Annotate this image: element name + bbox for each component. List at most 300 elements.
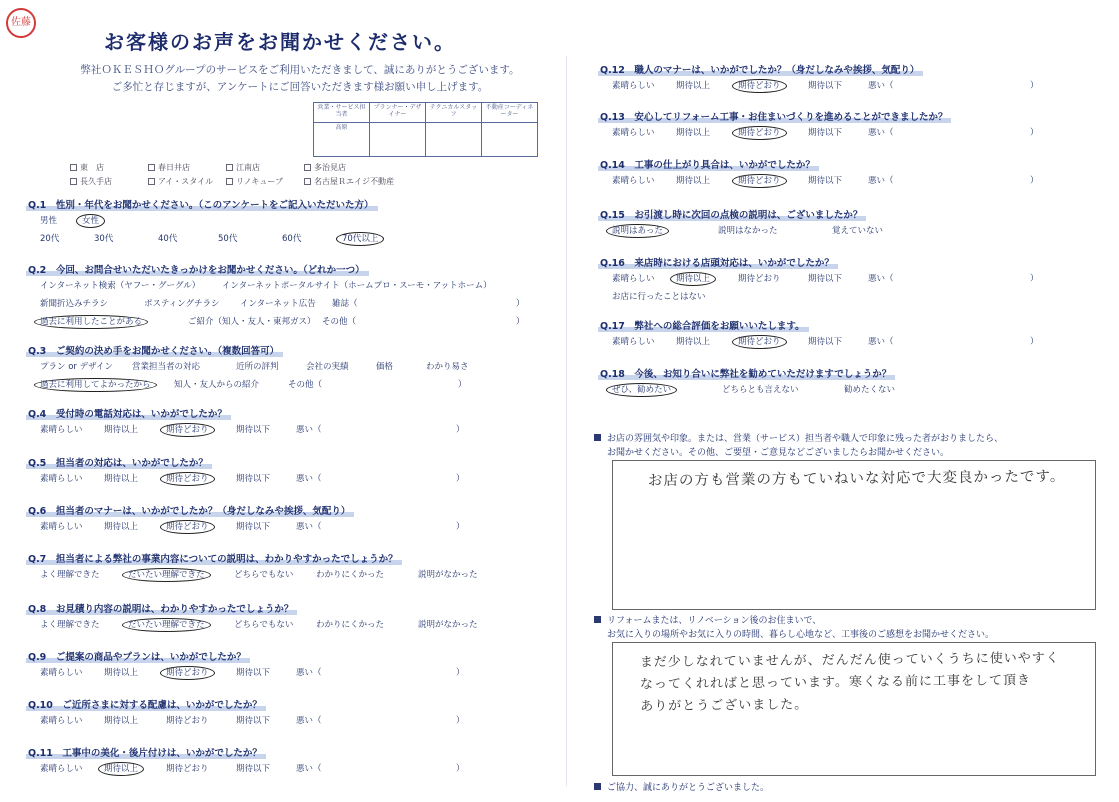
answer-option-label: 悪い（	[868, 337, 894, 347]
question-13	[598, 109, 1119, 141]
answer-option[interactable]	[132, 360, 200, 372]
checkbox-icon[interactable]	[70, 164, 77, 171]
answer-option[interactable]	[808, 272, 842, 284]
store-label: 長久手店	[80, 176, 112, 186]
question-text: 今後、お知り合いに弊社を勧めていただけますでしょうか？	[634, 369, 892, 380]
store-label: 東 店	[80, 162, 104, 172]
answer-option[interactable]	[40, 618, 100, 630]
answer-option[interactable]	[40, 666, 83, 678]
answer-option[interactable]	[234, 618, 293, 630]
answer-option-label: 覚えていない	[832, 226, 884, 236]
store-option[interactable]	[148, 176, 226, 187]
question-number: Q.13	[600, 112, 625, 123]
option-row	[598, 221, 1119, 239]
thanks-message: ご協力、誠にありがとうございました。	[594, 780, 769, 793]
answer-option[interactable]	[738, 79, 781, 91]
answer-option[interactable]	[722, 383, 799, 395]
option-row	[26, 759, 566, 777]
answer-option-label: 期待以下	[808, 274, 843, 284]
answer-option[interactable]	[612, 290, 706, 302]
answer-option[interactable]	[236, 360, 279, 372]
question-text: お見積り内容の説明は、わかりやすかったでしょうか？	[55, 604, 294, 615]
answer-option[interactable]	[676, 272, 710, 284]
question-5	[26, 455, 566, 487]
question-heading	[26, 649, 566, 663]
question-6	[26, 503, 566, 535]
answer-option[interactable]	[418, 618, 478, 630]
answer-option-label: 悪い（	[868, 81, 894, 91]
selected-answer-option-label: 期待どおり	[160, 666, 215, 680]
question-18	[598, 366, 1119, 398]
staff-sales-name[interactable]: 高原	[314, 123, 370, 157]
store-label: 多治見店	[314, 162, 346, 172]
question-number: Q.15	[600, 210, 625, 221]
answer-option[interactable]	[104, 666, 138, 678]
answer-option-label: 期待どおり	[166, 716, 209, 726]
question-number: Q.8	[28, 604, 47, 615]
answer-option-label: 悪い（	[296, 716, 322, 726]
answer-option-label: 期待以上	[104, 522, 139, 532]
checkbox-icon[interactable]	[304, 164, 311, 171]
answer-option[interactable]	[40, 315, 142, 327]
selected-answer-option-label: 女性	[76, 214, 105, 228]
answer-option[interactable]	[612, 126, 655, 138]
option-row	[598, 269, 1119, 287]
answer-option[interactable]	[612, 174, 655, 186]
question-number: Q.3	[28, 346, 47, 357]
answer-option[interactable]	[236, 714, 270, 726]
store-option[interactable]	[304, 176, 424, 187]
close-paren: ）	[458, 380, 467, 390]
store-row	[70, 174, 424, 188]
answer-option-label: 期待以下	[808, 81, 843, 91]
answer-option[interactable]	[40, 232, 59, 244]
question-number: Q.14	[600, 160, 625, 171]
answer-option[interactable]	[236, 762, 270, 774]
close-paren: ）	[456, 522, 465, 532]
answer-option-label: 期待以上	[104, 425, 139, 435]
comment1-question-line: お店の雰囲気や印象。または、営業（サービス）担当者や職人で印象に残った者がおりましたら、	[594, 432, 1003, 446]
question-heading	[26, 262, 566, 276]
question-number: Q.5	[28, 458, 47, 469]
answer-option-label: よく理解できた	[40, 620, 100, 630]
answer-option-label: 素晴らしい	[612, 128, 655, 138]
option-row	[26, 229, 566, 247]
checkbox-icon[interactable]	[148, 178, 155, 185]
answer-option[interactable]	[844, 383, 895, 395]
bullet-square-icon	[594, 434, 601, 441]
staff-header-realestate: 不動産コーディネーター	[482, 103, 538, 123]
selected-answer-option-label: 期待どおり	[160, 423, 215, 437]
answer-option-label: 素晴らしい	[612, 274, 655, 284]
answer-option[interactable]	[40, 714, 83, 726]
answer-option-label: 期待どおり	[738, 274, 781, 284]
question-number: Q.17	[600, 321, 625, 332]
comment1-answer: お店の方も営業の方もていねいな対応で大変良かったです。	[647, 468, 1066, 490]
answer-option-label: 知人・友人からの紹介	[174, 380, 260, 390]
answer-option-label: 期待以下	[808, 176, 843, 186]
question-text: 職人のマナーは、いかがでしたか？（身だしなみや挨拶、気配り）	[634, 65, 920, 76]
answer-option[interactable]	[166, 714, 209, 726]
answer-option-label: 期待以下	[236, 474, 271, 484]
answer-option[interactable]	[40, 423, 83, 435]
answer-option[interactable]	[174, 378, 259, 390]
answer-option[interactable]	[188, 315, 316, 327]
question-text: 担当者の対応は、いかがでしたか？	[55, 458, 208, 469]
answer-option[interactable]	[376, 360, 393, 372]
close-paren: ）	[1030, 81, 1039, 91]
answer-option-label: 説明がなかった	[418, 570, 478, 580]
answer-option[interactable]	[40, 568, 100, 580]
answer-option[interactable]	[316, 618, 384, 630]
answer-option[interactable]	[240, 297, 316, 309]
answer-option-label: インターネット検索（ヤフー・グーグル）	[40, 281, 201, 291]
answer-option[interactable]	[612, 79, 655, 91]
option-row	[26, 276, 566, 294]
answer-option-label: 素晴らしい	[40, 474, 83, 484]
option-row	[26, 565, 566, 583]
question-text: 工事中の美化・後片付けは、いかがでしたか？	[62, 748, 262, 759]
answer-option-label: わかりにくかった	[316, 570, 385, 580]
answer-option-label: どちらでもない	[234, 570, 294, 580]
selected-answer-option-label: 過去に利用してよかったから	[34, 378, 157, 392]
answer-option[interactable]	[296, 666, 322, 678]
answer-option-label: 40代	[158, 234, 178, 244]
answer-option[interactable]	[144, 297, 219, 309]
answer-option[interactable]	[236, 666, 270, 678]
answer-option[interactable]	[322, 315, 356, 327]
answer-option[interactable]	[868, 272, 894, 284]
close-paren: ）	[1030, 274, 1039, 284]
answer-option-label: 20代	[40, 234, 60, 244]
answer-option-label: 悪い（	[868, 274, 894, 284]
answer-option[interactable]	[104, 762, 138, 774]
store-label: 名古屋Ｒエイジ不動産	[314, 176, 394, 186]
question-16	[598, 255, 1119, 305]
question-heading	[598, 109, 1119, 123]
option-row	[26, 663, 566, 681]
answer-option[interactable]	[316, 568, 384, 580]
question-number: Q.2	[28, 265, 47, 276]
selected-answer-option-label: 説明はあった	[606, 224, 669, 238]
question-heading	[598, 157, 1119, 171]
answer-option-label: 悪い（	[296, 764, 322, 774]
selected-answer-option-label: 期待どおり	[160, 520, 215, 534]
comment2-question-line: リフォームまたは、リノベーション後のお住まいで、	[594, 614, 994, 628]
question-10	[26, 697, 566, 729]
answer-option[interactable]	[282, 232, 301, 244]
option-row	[26, 375, 566, 393]
staff-technical-name[interactable]	[426, 123, 482, 157]
intro-text	[40, 62, 560, 96]
answer-option[interactable]	[104, 423, 138, 435]
option-row	[26, 211, 566, 229]
answer-option-label: その他（	[288, 380, 323, 390]
answer-option-label: 勧めたくない	[844, 385, 896, 395]
answer-option[interactable]	[306, 360, 349, 372]
question-heading	[26, 343, 566, 357]
store-label: アイ・スタイル	[158, 176, 214, 186]
answer-option[interactable]	[296, 762, 322, 774]
option-row	[598, 123, 1119, 141]
answer-option[interactable]	[236, 520, 270, 532]
answer-option[interactable]	[166, 423, 209, 435]
checkbox-icon[interactable]	[304, 178, 311, 185]
comment2-question	[594, 614, 994, 642]
intro-line: 弊社ＯＫＥＳＨＯグループのサービスをご利用いただきまして、誠にありがとうございます。	[80, 64, 520, 76]
answer-option[interactable]	[342, 232, 378, 244]
question-text: 受付時の電話対応は、いかがでしたか？	[55, 409, 227, 420]
staff-planner-name[interactable]	[370, 123, 426, 157]
answer-option-label: 新聞折込みチラシ	[40, 299, 109, 309]
answer-option[interactable]	[418, 568, 478, 580]
question-number: Q.6	[28, 506, 47, 517]
question-text: 担当者のマナーは、いかがでしたか？（身だしなみや挨拶、気配り）	[55, 506, 351, 517]
answer-option-label: インターネットポータルサイト（ホームプロ・スーモ・アットホーム）	[222, 281, 492, 291]
store-option[interactable]	[226, 162, 304, 173]
answer-option[interactable]	[868, 174, 894, 186]
question-2	[26, 262, 566, 330]
question-text: 安心してリフォーム工事・お住まいづくりを進めることができましたか？	[634, 112, 948, 123]
answer-option-label: ポスティングチラシ	[144, 299, 220, 309]
answer-option[interactable]	[40, 472, 83, 484]
answer-option[interactable]	[166, 762, 209, 774]
answer-option-label: 悪い（	[296, 474, 322, 484]
answer-option[interactable]	[158, 232, 177, 244]
answer-option[interactable]	[808, 335, 842, 347]
question-1	[26, 197, 566, 247]
question-number: Q.18	[600, 369, 625, 380]
answer-option-label: 価格	[376, 362, 394, 372]
answer-option-label: 60代	[282, 234, 302, 244]
answer-option-label: わかり易さ	[426, 362, 469, 372]
comment1-question-line: お聞かせください。その他、ご要望・ご意見などございましたらお聞かせください。	[607, 448, 950, 458]
question-text: 性別・年代をお聞かせください。（このアンケートをご記入いただいた方）	[55, 200, 374, 211]
answer-option[interactable]	[832, 224, 883, 236]
answer-option[interactable]	[808, 126, 842, 138]
answer-option[interactable]	[166, 472, 209, 484]
comment2-answer-line: ありがとうございました。	[640, 697, 809, 715]
question-7	[26, 551, 566, 583]
bullet-square-icon	[594, 616, 601, 623]
name-seal: 佐藤	[6, 8, 36, 38]
answer-option[interactable]	[40, 279, 200, 291]
answer-option[interactable]	[718, 224, 778, 236]
staff-table	[313, 102, 538, 157]
answer-option[interactable]	[738, 335, 781, 347]
checkbox-icon[interactable]	[70, 178, 77, 185]
answer-option-label: インターネット広告	[240, 299, 316, 309]
intro-line: ご多忙と存じますが、アンケートにご回答いただきます様お願い申し上げます。	[111, 81, 489, 93]
answer-option-label: 期待以下	[236, 522, 271, 532]
question-3	[26, 343, 566, 393]
answer-option-label: どちらとも言えない	[722, 385, 799, 395]
question-heading	[26, 197, 566, 211]
answer-option[interactable]	[738, 272, 781, 284]
bullet-square-icon	[594, 783, 601, 790]
store-option[interactable]	[148, 162, 226, 173]
question-heading	[26, 455, 566, 469]
staff-realestate-name[interactable]	[482, 123, 538, 157]
answer-option-label: 30代	[94, 234, 114, 244]
option-row	[598, 380, 1119, 398]
answer-option[interactable]	[868, 335, 894, 347]
answer-option-label: 期待以上	[676, 81, 711, 91]
selected-answer-option-label: だいたい理解できた	[122, 568, 211, 582]
answer-option-label: 期待以下	[236, 716, 271, 726]
answer-option-label: お店に行ったことはない	[612, 292, 706, 302]
question-text: ご提案の商品やプランは、いかがでしたか？	[55, 652, 246, 663]
option-row	[598, 76, 1119, 94]
answer-option[interactable]	[40, 378, 151, 390]
question-heading	[26, 697, 566, 711]
answer-option[interactable]	[222, 279, 492, 291]
option-row	[26, 312, 566, 330]
answer-option[interactable]	[296, 472, 322, 484]
option-row	[26, 420, 566, 438]
answer-option[interactable]	[40, 762, 83, 774]
question-text: 今回、お問合せいただいたきっかけをお聞かせください。（どれか一つ）	[55, 265, 365, 276]
answer-option[interactable]	[808, 79, 842, 91]
answer-option[interactable]	[612, 335, 655, 347]
answer-option[interactable]	[236, 472, 270, 484]
answer-option[interactable]	[738, 126, 781, 138]
selected-answer-option-label: 期待以上	[670, 272, 716, 286]
staff-header-planner: プランナー・デザイナー	[370, 103, 426, 123]
question-8	[26, 601, 566, 633]
comment2-question-line: お気に入りの場所やお気に入りの時間、暮らし心地など、工事後のご感想をお聞かせください。	[607, 630, 995, 640]
question-heading	[26, 406, 566, 420]
answer-option[interactable]	[676, 174, 710, 186]
option-row	[26, 517, 566, 535]
store-option[interactable]	[70, 176, 148, 187]
selected-answer-option-label: だいたい理解できた	[122, 618, 211, 632]
answer-option[interactable]	[40, 360, 113, 372]
question-12	[598, 62, 1119, 94]
answer-option[interactable]	[738, 174, 781, 186]
option-row	[598, 332, 1119, 350]
answer-option-label: 期待以下	[808, 337, 843, 347]
answer-option-label: 素晴らしい	[40, 764, 83, 774]
answer-option-label: わかりにくかった	[316, 620, 385, 630]
answer-option[interactable]	[94, 232, 113, 244]
answer-option[interactable]	[676, 126, 710, 138]
answer-option[interactable]	[40, 520, 83, 532]
question-number: Q.9	[28, 652, 47, 663]
question-text: 工事の仕上がり具合は、いかがでしたか？	[634, 160, 815, 171]
store-option[interactable]	[70, 162, 148, 173]
answer-option[interactable]	[40, 214, 57, 226]
answer-option-label: 期待以上	[104, 716, 139, 726]
answer-option[interactable]	[40, 297, 108, 309]
answer-option-label: 悪い（	[868, 128, 894, 138]
answer-option[interactable]	[868, 79, 894, 91]
answer-option[interactable]	[128, 568, 205, 580]
answer-option[interactable]	[236, 423, 270, 435]
answer-option[interactable]	[82, 214, 99, 226]
question-text: お引渡し時に次回の点検の説明は、ございましたか？	[634, 210, 863, 221]
question-number: Q.16	[600, 258, 625, 269]
selected-answer-option-label: 期待どおり	[732, 335, 787, 349]
answer-option-label: 期待以上	[676, 176, 711, 186]
answer-option-label: 素晴らしい	[40, 668, 83, 678]
question-text: 来店時における店頭対応は、いかがでしたか？	[634, 258, 834, 269]
store-option[interactable]	[226, 176, 304, 187]
answer-option-label: 期待以下	[236, 425, 271, 435]
answer-option[interactable]	[296, 423, 322, 435]
store-label: 江南店	[236, 162, 260, 172]
option-row	[26, 357, 566, 375]
answer-option[interactable]	[296, 714, 322, 726]
checkbox-icon[interactable]	[226, 178, 233, 185]
comment2-answer-line: まだ少しなれていませんが、だんだん使っていくうちに使いやすく	[639, 650, 1060, 671]
answer-option[interactable]	[166, 666, 209, 678]
answer-option[interactable]	[104, 520, 138, 532]
answer-option[interactable]	[288, 378, 322, 390]
option-row	[26, 469, 566, 487]
answer-option-label: 期待以上	[676, 128, 711, 138]
question-number: Q.7	[28, 554, 47, 565]
answer-option[interactable]	[426, 360, 469, 372]
answer-option-label: 説明はなかった	[718, 226, 778, 236]
question-17	[598, 318, 1119, 350]
question-heading	[26, 745, 566, 759]
answer-option[interactable]	[166, 520, 209, 532]
answer-option[interactable]	[104, 714, 138, 726]
answer-option[interactable]	[612, 272, 655, 284]
answer-option[interactable]	[234, 568, 293, 580]
answer-option[interactable]	[128, 618, 205, 630]
column-divider	[566, 56, 567, 786]
answer-option[interactable]	[676, 79, 710, 91]
close-paren: ）	[1030, 337, 1039, 347]
answer-option-label: どちらでもない	[234, 620, 294, 630]
answer-option[interactable]	[676, 335, 710, 347]
question-number: Q.4	[28, 409, 47, 420]
question-heading	[26, 503, 566, 517]
question-number: Q.1	[28, 200, 47, 211]
checkbox-icon[interactable]	[226, 164, 233, 171]
answer-option[interactable]	[612, 224, 663, 236]
answer-option-label: 悪い（	[296, 668, 322, 678]
staff-header-technical: テクニカルスタッフ	[426, 103, 482, 123]
answer-option-label: 素晴らしい	[612, 81, 655, 91]
answer-option[interactable]	[104, 472, 138, 484]
store-option[interactable]	[304, 162, 424, 173]
answer-option[interactable]	[218, 232, 237, 244]
close-paren: ）	[516, 317, 525, 327]
comment2-answer-line: なってくれればと思っています。寒くなる前に工事をして頂き	[639, 673, 1032, 693]
question-number: Q.11	[28, 748, 53, 759]
question-number: Q.12	[600, 65, 625, 76]
answer-option-label: 男性	[40, 216, 58, 226]
option-row	[598, 171, 1119, 189]
question-15	[598, 207, 1119, 239]
answer-option[interactable]	[868, 126, 894, 138]
close-paren: ）	[1030, 176, 1039, 186]
answer-option-label: 素晴らしい	[40, 522, 83, 532]
answer-option[interactable]	[332, 297, 358, 309]
checkbox-icon[interactable]	[148, 164, 155, 171]
answer-option[interactable]	[296, 520, 322, 532]
answer-option[interactable]	[808, 174, 842, 186]
answer-option[interactable]	[612, 383, 671, 395]
answer-option-label: 素晴らしい	[40, 425, 83, 435]
answer-option-label: 近所の評判	[236, 362, 279, 372]
question-number: Q.10	[28, 700, 53, 711]
answer-option-label: 期待どおり	[166, 764, 209, 774]
selected-answer-option-label: 期待どおり	[732, 126, 787, 140]
